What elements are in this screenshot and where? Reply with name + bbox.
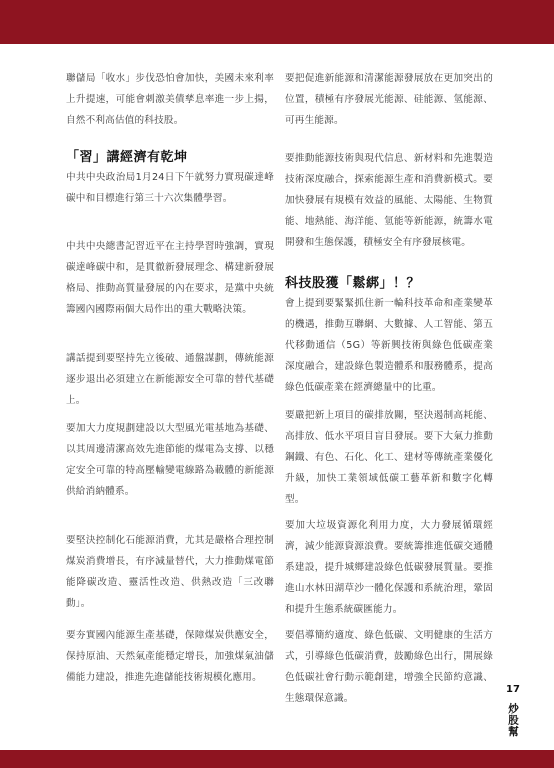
- left-paragraph-7: 要夯實國內能源生產基礎，保障煤炭供應安全，保持原油、天然氣產能穩定增長，加強煤氣油儲備能力建設，推進先進儲能技術規模化應用。: [66, 630, 274, 683]
- left-paragraph-1: 聯儲局「收水」步伐恐怕會加快，美國未來利率上升提速，可能會刺激美債孳息率進一步上揚，自然不利高估值的科技股。: [66, 73, 274, 126]
- page-folio: [502, 684, 524, 738]
- right-paragraph-1: 要把促進新能源和清潔能源發展放在更加突出的位置，積極有序發展光能源、硅能源、氫能源、可再生能源。: [285, 73, 493, 126]
- right-paragraph-3: 會上提到要緊緊抓住新一輪科技革命和產業變革的機遇，推動互聯網、大數據、人工智能、第五代移動通信（5G）等新興技術與綠色低碳產業深度融合，建設綠色製造體系和服務體系，提高綠色低碳產業在經濟總量中的比重。: [285, 298, 493, 393]
- magazine-name: 炒股幫: [507, 703, 519, 738]
- left-paragraph-5: 要加大力度規劃建設以大型風光電基地為基礎、以其周邊清潔高效先進節能的煤電為支撐、以穩定安全可靠的特高壓輸變電線路為載體的新能源供給消納體系。: [66, 423, 274, 497]
- right-paragraph-6: 要倡導簡約適度、綠色低碳、文明健康的生活方式，引導綠色低碳消費，鼓勵綠色出行，開展綠色低碳社會行動示範創建，增強全民節約意識、生態環保意識。: [285, 630, 493, 704]
- left-paragraph-4: 講話提到要堅持先立後破、通盤謀劃，傳統能源逐步退出必須建立在新能源安全可靠的替代基礎上。: [66, 353, 274, 406]
- left-paragraph-6: 要堅決控制化石能源消費，尤其是嚴格合理控制煤炭消費增長，有序減量替代，大力推動煤電節能降碳改造、靈活性改造、供熱改造「三改聯動」。: [66, 535, 274, 609]
- right-paragraph-5: 要加大垃圾資源化利用力度，大力發展循環經濟，減少能源資源浪費。要統籌推進低碳交通體系建設，提升城鄉建設綠色低碳發展質量。要推進山水林田湖草沙一體化保護和系統治理，鞏固和提升生態系統碳匯能力。: [285, 520, 493, 615]
- page-number: 17: [506, 684, 520, 695]
- top-color-band: [0, 0, 554, 44]
- right-paragraph-4: 要嚴把新上項目的碳排放關，堅決遏制高耗能、高排放、低水平項目盲目發展。要下大氣力推動鋼鐵、有色、石化、化工、建材等傳統產業優化升級，加快工業領域低碳工藝革新和數字化轉型。: [285, 410, 493, 505]
- right-paragraph-2: 要推動能源技術與現代信息、新材料和先進製造技術深度融合，探索能源生產和消費新模式。要加快發展有規模有效益的風能、太陽能、生物質能、地熱能、海洋能、氫能等新能源，統籌水電開發和生態保護，積極安全有序發展核電。: [285, 153, 493, 248]
- left-paragraph-2: 中共中央政治局1月24日下午就努力實現碳達峰碳中和目標進行第三十六次集體學習。: [66, 172, 274, 204]
- section-heading-tech-stocks: 科技股獲「鬆綁」！？: [285, 276, 421, 291]
- left-paragraph-3: 中共中央總書記習近平在主持學習時強調，實現碳達峰碳中和，是貫徹新發展理念、構建新發展格局、推動高質量發展的內在要求，是黨中央統籌國內國際兩個大局作出的重大戰略決策。: [66, 241, 274, 315]
- section-heading-xi-economy: 「習」講經濟有乾坤: [66, 150, 188, 165]
- bottom-color-band: [0, 750, 554, 768]
